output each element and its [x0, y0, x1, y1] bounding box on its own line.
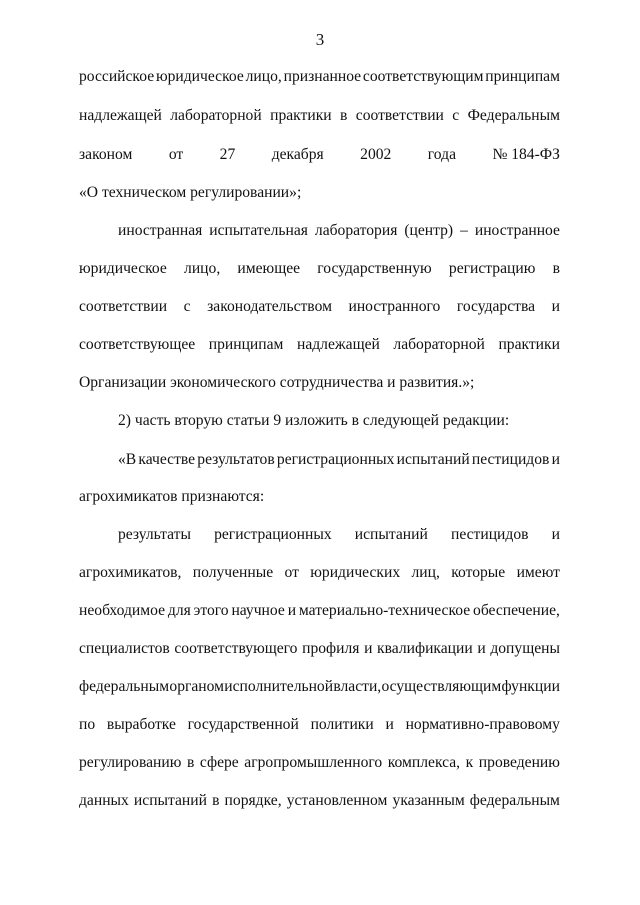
word: выработке	[106, 716, 176, 733]
word: государства	[456, 298, 536, 315]
word: агропромышленного	[244, 754, 383, 771]
word: специалистов	[79, 640, 170, 657]
word: по	[79, 716, 96, 733]
word: регистрационных	[214, 526, 332, 543]
word: испытательная	[209, 222, 308, 239]
text-line: Организации экономического сотрудничества и развития.»;	[79, 374, 475, 391]
word: функции	[501, 678, 560, 695]
word: соответствии	[355, 107, 444, 124]
word: года	[427, 146, 456, 163]
word: 27	[219, 146, 236, 163]
word: пестицидов	[450, 526, 529, 543]
word: пестицидов	[471, 451, 550, 468]
word: и	[364, 640, 373, 657]
word: сфере	[199, 754, 239, 771]
text-line	[79, 562, 560, 584]
word: и	[551, 298, 560, 315]
word: лаборатория	[314, 222, 398, 239]
word: соответствующее	[79, 336, 196, 353]
word: государственной	[187, 716, 299, 733]
word: принципам	[208, 336, 284, 353]
word: федеральным	[79, 678, 170, 695]
word: лабораторной	[393, 336, 485, 353]
word: иностранная	[118, 222, 203, 239]
word: регулированию	[79, 754, 182, 771]
word: законодательством	[207, 298, 332, 315]
text-line	[79, 105, 560, 127]
word: необходимое	[79, 602, 166, 619]
text-line	[118, 524, 560, 546]
word: результатов	[197, 451, 275, 468]
word: регистрационных	[276, 451, 395, 468]
word: надлежащей	[79, 107, 162, 124]
word: федеральным	[469, 792, 560, 809]
word: испытаний	[354, 526, 428, 543]
word: которые	[451, 564, 506, 581]
word: «В	[118, 451, 137, 468]
word: иностранного	[348, 298, 441, 315]
text-line	[79, 334, 560, 356]
text-line	[118, 449, 560, 471]
word: лабораторной	[170, 107, 262, 124]
word: указанным	[392, 792, 465, 809]
word: порядке,	[224, 792, 282, 809]
text-line	[79, 714, 560, 736]
word: от	[168, 146, 184, 163]
word: и	[477, 640, 486, 657]
text-line	[79, 296, 560, 318]
word: квалификации	[377, 640, 473, 657]
word: к	[465, 754, 474, 771]
word: результаты	[118, 526, 191, 543]
word: лицо,	[184, 260, 221, 277]
word: Федеральным	[467, 107, 560, 124]
word: с	[452, 107, 460, 124]
word: от	[284, 564, 299, 581]
text-line	[79, 790, 560, 812]
word: соответствующего	[174, 640, 298, 657]
text-line: «О техническом регулировании»;	[79, 184, 302, 201]
word: проведению	[478, 754, 560, 771]
word: обеспечение,	[473, 602, 560, 619]
word: осуществляющим	[381, 678, 502, 695]
word: декабря	[271, 146, 324, 163]
word: комплекса,	[387, 754, 461, 771]
word: 2002	[360, 146, 392, 163]
word: органом	[169, 678, 225, 695]
text-line	[79, 676, 560, 698]
word: соответствии	[79, 298, 168, 315]
text-line	[79, 258, 560, 280]
page-number: 3	[315, 30, 325, 49]
word: и	[551, 526, 560, 543]
word: юридическое	[155, 68, 244, 85]
word: и	[385, 716, 394, 733]
word: материально-техническое	[298, 602, 471, 619]
word: регистрацию	[448, 260, 536, 277]
text-line	[79, 600, 560, 622]
text-line	[79, 752, 560, 774]
word: юридическое	[79, 260, 167, 277]
word: № 184-ФЗ	[492, 146, 560, 163]
word: установленном	[286, 792, 388, 809]
word: признанное	[283, 68, 362, 85]
word: в	[552, 260, 560, 277]
word: лиц,	[411, 564, 440, 581]
word: данных	[79, 792, 129, 809]
text-line: 2) часть вторую статьи 9 изложить в следующей редакции:	[118, 412, 510, 429]
word: полученные	[192, 564, 274, 581]
word: государственную	[317, 260, 432, 277]
word: имеющее	[237, 260, 301, 277]
word: для	[167, 602, 191, 619]
word: власти,	[333, 678, 382, 695]
word: и	[287, 602, 297, 619]
word: надлежащей	[296, 336, 380, 353]
word: российское	[79, 68, 155, 85]
word: политики	[310, 716, 374, 733]
word: агрохимикатов,	[79, 564, 182, 581]
word: практики	[498, 336, 560, 353]
word: иностранное	[474, 222, 560, 239]
word: допущены	[490, 640, 560, 657]
word: принципам	[485, 68, 560, 85]
word: в	[340, 107, 348, 124]
word: лицо,	[245, 68, 282, 85]
word: юридических	[310, 564, 401, 581]
word: с	[183, 298, 191, 315]
word: профиля	[302, 640, 360, 657]
word: испытаний	[133, 792, 207, 809]
word: соответствующим	[362, 68, 484, 85]
text-line	[79, 66, 560, 88]
word: –	[460, 222, 468, 239]
word: испытаний	[396, 451, 470, 468]
word: и	[551, 451, 560, 468]
word: законом	[79, 146, 133, 163]
text-line: агрохимикатов признаются:	[79, 488, 265, 505]
text-line	[79, 638, 560, 660]
word: практики	[270, 107, 332, 124]
word: нормативно-правовому	[405, 716, 560, 733]
word: (центр)	[404, 222, 454, 239]
text-line	[79, 144, 560, 166]
word: имеют	[516, 564, 560, 581]
word: в	[212, 792, 220, 809]
word: этого	[193, 602, 229, 619]
word: научное	[231, 602, 285, 619]
text-line	[118, 220, 560, 242]
word: в	[186, 754, 195, 771]
word: качестве	[138, 451, 196, 468]
word: исполнительной	[224, 678, 334, 695]
